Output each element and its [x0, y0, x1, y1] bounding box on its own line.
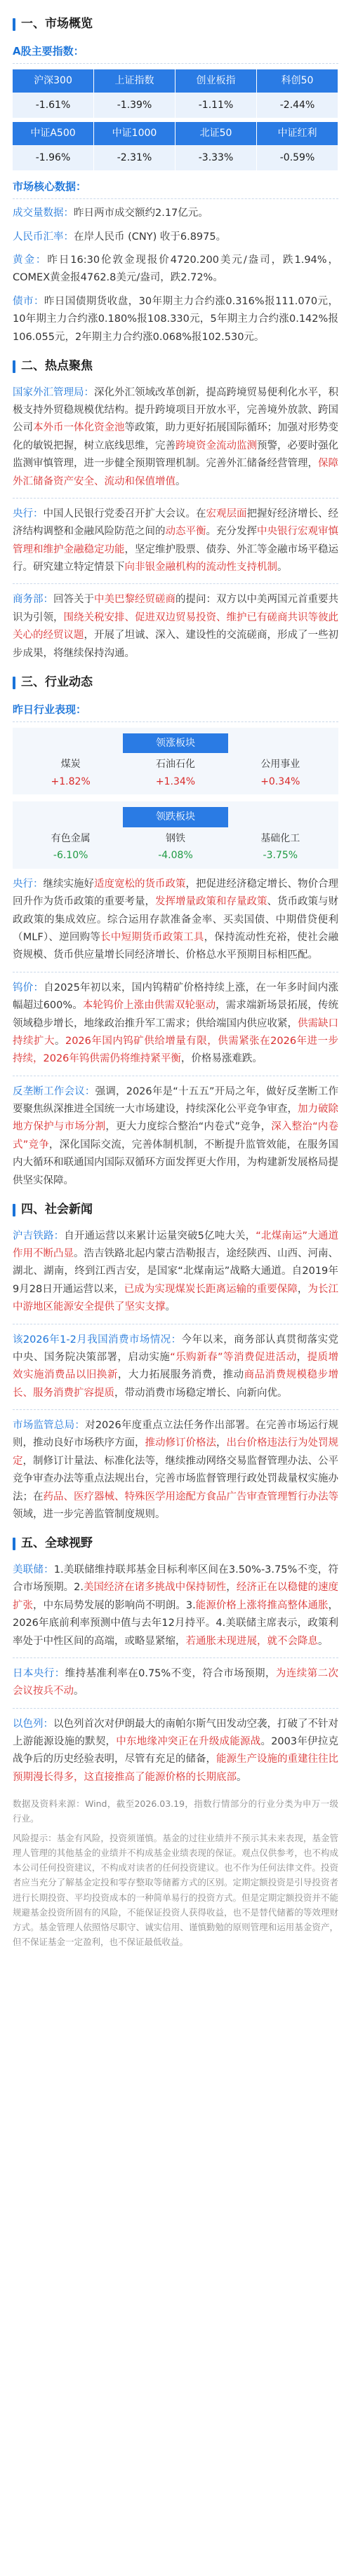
para-text: 。: [54, 1035, 65, 1047]
index-name: 沪深300: [13, 69, 94, 93]
highlight-text: 美国经济在诸多挑战中保持韧性: [83, 1582, 227, 1594]
sector-value: +1.34%: [155, 775, 196, 787]
para-label: 日本央行：: [13, 1667, 65, 1679]
index-name: 中证1000: [94, 122, 176, 145]
para-text: 等政策，助力更好拓展国际循环；加强对形势变化的敏锐把握，树立底线思维，完善: [13, 422, 338, 452]
highlight-text: 提质增效实施消费品以旧换新: [13, 1351, 339, 1381]
para-text: 维持基准利率在0.75%不变，符合市场预期，: [65, 1667, 276, 1679]
para-label: 反垄断工作会议：: [13, 1085, 95, 1097]
section-bar-icon: [13, 360, 15, 373]
highlight-text: 商品消费规模稳步增长、服务消费扩容提质: [13, 1369, 339, 1399]
para-text: 1.美联储维持联邦基金目标利率区间在3.50%-3.75%不变，符合市场预期。2.: [13, 1564, 339, 1594]
para-text: 、货币政策与财政政策的集成效应。综合运用存款准备金率、买卖国债、中期借贷便利（MLF）、逆回购等: [13, 896, 338, 943]
sector-value: -6.10%: [53, 850, 88, 862]
para-label: 人民币汇率：: [13, 231, 74, 243]
para-text: 。: [237, 1771, 247, 1783]
bond-paragraph: [13, 293, 338, 346]
gold-paragraph: [13, 252, 338, 287]
highlight-text: 本轮钨价上涨由供需双轮驱动: [82, 1000, 216, 1012]
highlight-text: 中央银行宏观审慎管理和维护金融稳定功能: [13, 526, 338, 555]
para-text: 昨日国债期货收盘，30年期主力合约涨0.316%报111.070元，10年期主力合约涨0.180%报108.330元，5年期主力合约涨0.142%报106.055元，2年期主力合约涨0.068%报102.530元。: [13, 295, 339, 343]
section-header: [13, 1533, 338, 1554]
index-value: -0.59%: [257, 145, 338, 171]
index-name: 中证红利: [257, 122, 338, 145]
sector-values-row: [18, 847, 333, 865]
section-bar-icon: [13, 18, 15, 31]
highlight-text: 加力破除地方保护与市场分割: [13, 1104, 338, 1133]
para-text: 深化外汇领域改革创新，提高跨境贸易便利化水平，积极支持外贸稳规模优结构。提升跨境项目开放水平，完善境外放款、跨国公司: [13, 386, 338, 434]
sector-value: +1.82%: [51, 775, 91, 787]
para-text: ，坚定维护股票、债券、外汇等金融市场平稳运行。研究建立特定情景下: [13, 543, 338, 573]
para-label: 央行：: [13, 508, 44, 520]
monetary-paragraph: [13, 876, 338, 965]
para-text: ，更大力度综合整治“内卷式”竞争，: [105, 1121, 272, 1133]
lagging-sectors: [13, 801, 338, 869]
highlight-text: 宏观层面: [206, 508, 247, 520]
para-text: 把握好经济增长、经济结构调整和金融风险防范之间的: [13, 508, 338, 538]
highlight-text: 保障外汇储备资产安全、流动和保值增值: [13, 458, 338, 487]
footer: [13, 1796, 338, 1950]
mofcom-paragraph: [13, 591, 338, 663]
para-label: 国家外汇管理局：: [13, 386, 94, 398]
index-value: -2.31%: [94, 145, 176, 171]
para-label: 央行：: [13, 878, 44, 890]
para-text: ，需求端新场景拓展，传统领域稳步增长，地缘政治推升军工需求；供给端国内供应收紧，: [13, 1000, 339, 1029]
para-text: 回答关于: [53, 594, 94, 606]
para-text: ，2026年底前利率预测中值与去年12月持平。4.美联储主席表示，政策利率处于中性区间的高端，或略显紧缩，: [13, 1599, 338, 1647]
index-name: 北证50: [176, 122, 257, 145]
sector-value: -3.75%: [263, 850, 298, 862]
para-label: 债市：: [13, 295, 44, 307]
index-name: 上证指数: [94, 69, 176, 93]
section-bar-icon: [13, 1204, 15, 1216]
section-hot-topics: [13, 356, 338, 663]
data-source-note: 数据及资料来源：Wind，截至2026.03.19，指数行情部分的行业分类为申万一级行业。: [13, 1798, 338, 1824]
sector-values-row: [18, 773, 333, 791]
index-value: -1.96%: [13, 145, 94, 171]
sector-name: 公用事业: [260, 759, 300, 771]
highlight-text: 出台价格违法行为处罚规定: [13, 1437, 338, 1467]
para-text: 自开通运营以来累计运量突破5亿吨大关，: [64, 1230, 256, 1242]
para-label: 钨价：: [13, 982, 44, 994]
section-market-overview: [13, 14, 338, 346]
para-text: ，: [297, 1283, 308, 1295]
para-text: 。: [277, 562, 288, 573]
sector-name: 钢铁: [165, 832, 185, 844]
index-name: 中证A500: [13, 122, 94, 145]
highlight-text: “北煤南运”大通道作用不断凸显: [13, 1230, 339, 1259]
para-text: ，: [226, 1582, 237, 1594]
index-subtitle: A股主要指数：: [13, 42, 338, 64]
safe-paragraph: [13, 384, 338, 491]
railway-paragraph: [13, 1228, 338, 1317]
para-text: ，价格易涨难跌。: [180, 1053, 263, 1065]
para-text: 领域，进一步完善监管制度规则。: [13, 1508, 166, 1520]
para-text: 。充分发挥: [206, 526, 257, 538]
highlight-text: 发挥增量政策和存量政策: [155, 896, 267, 908]
risk-disclaimer: 风险提示：基金有风险，投资须谨慎。基金的过往业绩并不预示其未来表现，基金管理人管理的其他基金的业绩并不构成基金业绩表现的保证。观点仅供参考，也不构成本公司任何投资建议，不构成对读者的任何投资建议。也不作为任何法律文件。投资者应当充分了解基金定投和零存整取等储蓄方式的区别。定期定额投资是引导投资者进行长期投资、平均投资成本的一种简单易行的投资方式。但是定期定额投资并不能规避基金投资所固有的风险，不能保证投资人获得收益，也不是替代储蓄的等效理财方式。基金管理人依照恪尽职守、诚实信用、谨慎勤勉的原则管理和运用基金资产，但不保证基金一定盈利，也不保证最低收益。: [13, 1832, 338, 1948]
highlight-text: 跨境资金流动监测: [176, 440, 257, 452]
para-text: 。: [74, 1686, 84, 1697]
para-text: ，开展了坦诚、深入、建设性的交流磋商，形成了一些初步成果，将继续保持沟通。: [13, 630, 338, 659]
sector-names-row: [18, 830, 333, 848]
highlight-text: 长中短期货币政策工具: [100, 932, 204, 943]
para-label: 沪吉铁路：: [13, 1230, 65, 1242]
index-table: [13, 69, 338, 170]
para-text: 。: [318, 1635, 329, 1647]
para-text: ，中东局势发展的影响尚不明朗。3.: [33, 1599, 196, 1611]
para-text: 在岸人民币 (CNY) 收于6.8975。: [74, 231, 227, 243]
section-header: [13, 1200, 338, 1221]
highlight-text: “乐购新春”等消费促进活动: [170, 1351, 297, 1363]
sector-name: 煤炭: [60, 759, 81, 771]
consumption-paragraph: [13, 1331, 338, 1403]
rmb-paragraph: [13, 229, 338, 246]
sector-value: -4.08%: [158, 850, 193, 862]
para-label: 成交量数据：: [13, 208, 74, 219]
highlight-text: 推动修订价格法: [145, 1437, 216, 1449]
para-text: ，: [216, 1437, 227, 1449]
index-value: -3.33%: [176, 145, 257, 171]
para-text: ，: [296, 1351, 307, 1363]
para-text: 。: [165, 1301, 176, 1313]
sector-name: 基础化工: [260, 832, 300, 844]
para-text: 。: [176, 475, 186, 487]
highlight-text: 为连续第二次会议按兵不动: [13, 1667, 339, 1697]
highlight-text: 若通胀未现进展，就不会降息: [185, 1635, 318, 1647]
sector-name: 石油石化: [155, 759, 195, 771]
para-text: 自2025年初以来，国内钨精矿价格持续上涨，在一年多时间内涨幅超过600%。: [13, 982, 338, 1012]
fed-paragraph: [13, 1561, 338, 1650]
para-text: 对2026年度重点立法任务作出部署。在完善市场运行规则，推动良好市场秩序方面，: [13, 1420, 338, 1449]
leading-sectors: [13, 728, 338, 795]
highlight-text: 2026年国内钨矿供给增量有限，供需紧张在2026年进一步持续，2026年钨供需仍将维持紧平衡: [13, 1035, 339, 1065]
section-header: [13, 14, 338, 35]
divider: [13, 498, 338, 499]
para-text: 昨日16:30伦敦金现报价4720.200美元/盎司，跌1.94%，COMEX黄金报4762.8美元/盎司，跌2.72%。: [13, 255, 339, 284]
para-text: ，带动消费市场稳定增长、向新向优。: [114, 1387, 288, 1399]
highlight-text: 供需缺口持续扩大: [13, 1017, 338, 1047]
para-text: ，大力拓展服务消费，推动: [117, 1369, 244, 1381]
divider: [13, 1409, 338, 1410]
section-title: 五、全球视野: [21, 1536, 93, 1551]
section-header: [13, 672, 338, 693]
highlight-text: 中美巴黎经贸磋商: [94, 594, 176, 606]
boj-paragraph: [13, 1665, 338, 1701]
para-label: 以色列：: [13, 1718, 53, 1730]
para-label: 市场监管总局：: [13, 1420, 86, 1431]
highlight-text: 本外币一体化资金池: [33, 422, 125, 434]
tungsten-paragraph: [13, 979, 338, 1069]
leading-label: 领涨板块: [123, 733, 228, 754]
para-text: 今年以来，商务部认真贯彻落实党中央、国务院决策部署，启动实施: [13, 1334, 338, 1363]
index-value: -2.44%: [257, 93, 338, 118]
section-title: 四、社会新闻: [21, 1202, 93, 1216]
para-text: 继续实施好: [43, 878, 94, 890]
highlight-text: 中东地缘冲突正在升级成能源战: [116, 1736, 261, 1747]
index-value: -1.39%: [94, 93, 176, 118]
para-label: 美联储：: [13, 1564, 54, 1575]
lagging-label: 领跌板块: [123, 807, 228, 827]
para-text: 预警，必要时强化监测审慎管理，进一步健全预期管理机制。完善外汇储备经营管理，: [13, 440, 338, 470]
highlight-text: 深入整治“内卷式”竞争: [13, 1121, 339, 1151]
antitrust-paragraph: [13, 1083, 338, 1190]
highlight-text: 能源价格上涨将推高整体通胀: [195, 1599, 329, 1611]
para-text: ，把促进经济稳定增长、物价合理回升作为货币政策的重要考量，: [13, 878, 338, 908]
section-industry: [13, 672, 338, 1190]
section-bar-icon: [13, 677, 15, 689]
section-title: 一、市场概览: [21, 17, 93, 31]
highlight-text: 围绕关税安排、促进双边贸易投资、维护已有磋商共识等彼此关心的经贸议题: [13, 611, 338, 642]
para-text: 。2003年伊拉克战争后的历史经验表明，尽管有充足的储备，: [13, 1736, 339, 1765]
index-value: -1.61%: [13, 93, 94, 118]
highlight-text: 为长江中游地区能源安全提供了坚实支撑: [13, 1283, 339, 1313]
divider: [13, 583, 338, 584]
section-title: 三、行业动态: [21, 674, 93, 689]
para-text: 以色列首次对伊朗最大的南帕尔斯气田发动空袭，打破了不针对上游能源设施的默契，: [13, 1718, 338, 1747]
highlight-text: 动态平衡: [165, 526, 206, 538]
sector-value: +0.34%: [260, 775, 300, 787]
highlight-text: 已成为实现煤炭长距离运输的重要保障: [124, 1283, 298, 1295]
para-label: 商务部：: [13, 594, 53, 606]
index-name: 创业板指: [176, 69, 257, 93]
section-global: [13, 1533, 338, 1787]
index-value: -1.11%: [176, 93, 257, 118]
turnover-paragraph: [13, 205, 338, 222]
section-bar-icon: [13, 1538, 15, 1550]
sector-name: 有色金属: [51, 832, 91, 844]
para-label: 黄金：: [13, 255, 48, 266]
sector-names-row: [18, 756, 333, 773]
para-text: 强调，2026年是“十五五”开局之年，做好反垄断工作要聚焦纵深推进全国统一大市场建设，持续深化公平竞争审查，: [13, 1085, 338, 1115]
section-header: [13, 356, 338, 377]
israel-paragraph: [13, 1716, 338, 1787]
para-text: 。浩吉铁路北起内蒙古浩勒报吉，途经陕西、山西、河南、湖北、湖南，终到江西吉安，是国家“北煤南运”战略大通道。自2019年9月28日开通运营以来，: [13, 1248, 338, 1295]
para-label: 该2026年1-2月我国消费市场情况：: [13, 1334, 182, 1345]
index-name: 科创50: [257, 69, 338, 93]
para-text: ，保持流动性充裕，使社会融资规模、货币供应量增长同经济增长、价格总水平预期目标相匹配。: [13, 932, 339, 961]
highlight-text: 经济正在以稳健的速度扩张: [13, 1582, 339, 1611]
pboc-paragraph: [13, 506, 338, 577]
highlight-text: 能源生产设施的重建往往比预期漫长得多，这直接推高了能源价格的长期底部: [13, 1754, 338, 1783]
samr-paragraph: [13, 1417, 338, 1524]
industry-subtitle: 昨日行业表现：: [13, 700, 338, 722]
section-title: 二、热点聚焦: [21, 358, 93, 373]
para-text: 中国人民银行党委召开扩大会议。在: [43, 508, 206, 520]
para-text: ，制修订计量法、标准化法等，继续推动网络交易监督管理办法、公平竞争审查办法等重点法规出台，完善市场监督管理行政处罚裁量权实施办法；在: [13, 1455, 338, 1503]
highlight-text: 药品、医疗器械、特殊医学用途配方食品广告审查管理暂行办法等: [43, 1491, 338, 1503]
para-text: 昨日两市成交额约2.17亿元。: [74, 208, 208, 219]
para-text: ，深化国际交流，完善体制机制，不断提升监管效能，在服务国内大循环和联通国内国际双循环方面发挥更大作用，为构建新发展格局提供坚实保障。: [13, 1139, 339, 1186]
section-social-news: [13, 1200, 338, 1524]
divider: [13, 1708, 338, 1709]
highlight-text: 向非银金融机构的流动性支持机制: [124, 562, 277, 573]
core-data-subtitle: 市场核心数据：: [13, 177, 338, 199]
para-text: 的提问：双方以中美两国元首重要共识为引领，: [13, 594, 338, 623]
highlight-text: 适度宽松的货币政策: [94, 878, 186, 890]
